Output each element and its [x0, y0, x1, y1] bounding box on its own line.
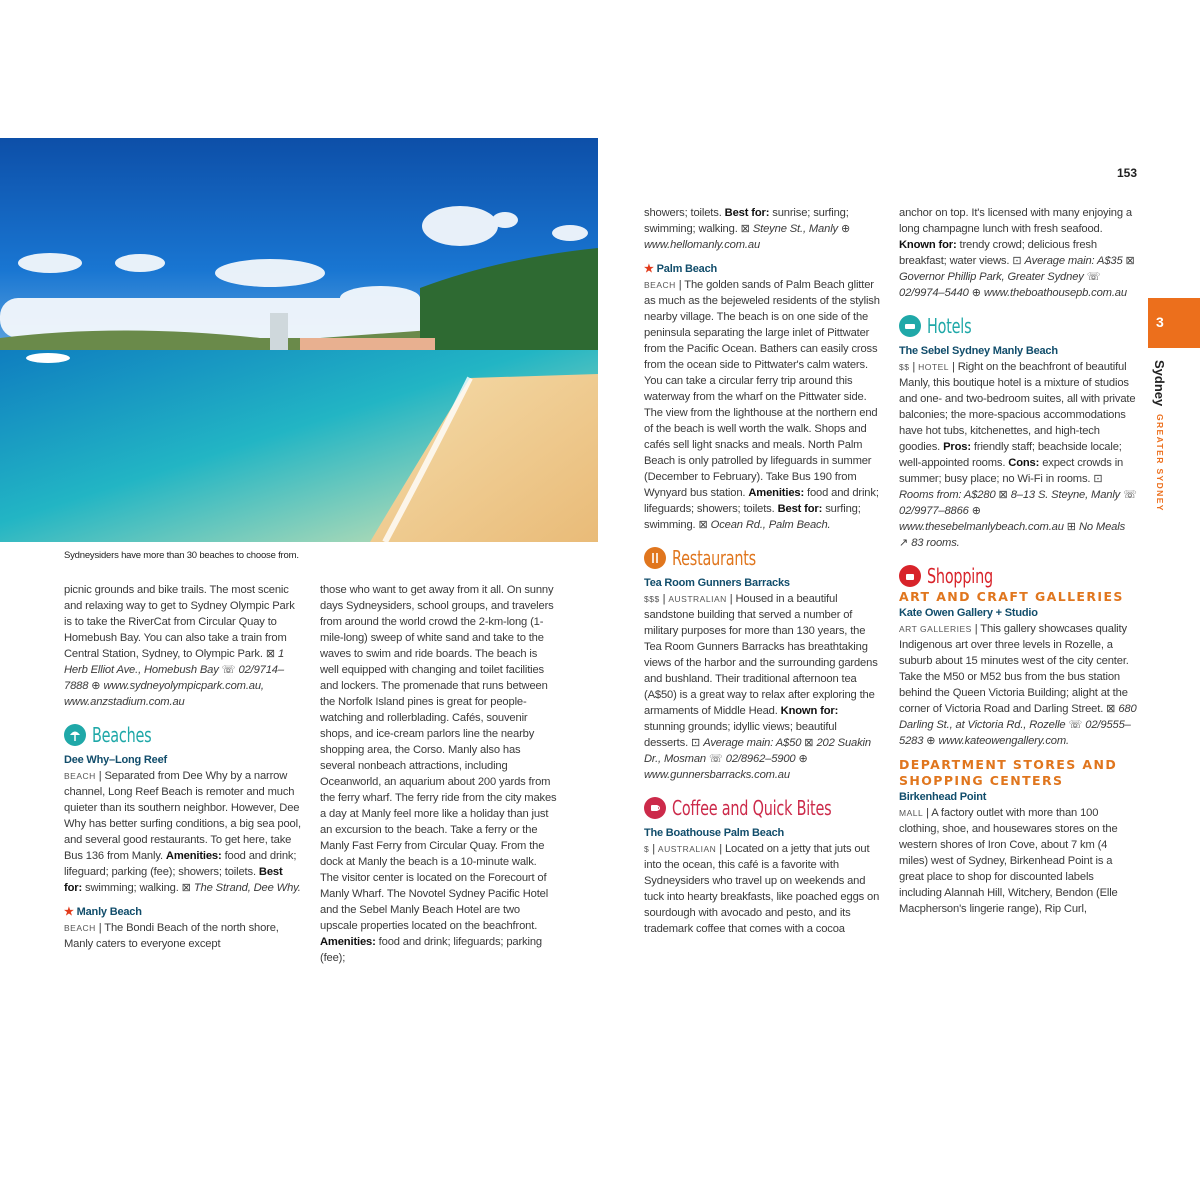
column-3 [644, 205, 882, 945]
amenities: food and drink; lifeguard; parking (fee); showers; toilets. [64, 850, 297, 878]
intro-text: picnic grounds and bike trails. The most scenic and relaxing way to get to Sydney Olympic Park is to take the RiverCat from Circular Quay to Homebush Bay. You can also take a train from Central Station, Sydney, to Olympic Park. [64, 584, 295, 660]
address: 8–13 S. Steyne, Manly [1010, 489, 1121, 501]
listing-name: Dee Why–Long Reef [64, 754, 167, 766]
best-for: surfing; swimming. [644, 503, 861, 531]
olympic-park-text [64, 582, 302, 710]
listing-text: anchor on top. It's licensed with many enjoying a long champagne lunch with fresh seafood. [899, 207, 1132, 235]
website-link[interactable]: www.hellomanly.com.au [644, 239, 761, 251]
amenities-label: Amenities: [165, 850, 222, 862]
web-icon: ⊕ [971, 287, 981, 299]
phone: 02/9977–8866 [899, 505, 969, 517]
section-restaurants [644, 547, 882, 569]
shopping-bag-icon [899, 565, 921, 587]
phone-icon: ☏ [1068, 719, 1083, 731]
room-count: 83 rooms. [911, 537, 960, 549]
meals: No Meals [1078, 521, 1126, 533]
address-icon: ⊠ [1106, 703, 1116, 715]
star-icon: ★ [644, 263, 654, 275]
section-title: Shopping [927, 564, 993, 588]
best-for-label: Best for: [724, 207, 770, 219]
listing-name-text: Palm Beach [656, 263, 718, 275]
website-link[interactable]: www.kateowengallery.com. [938, 735, 1069, 747]
web-icon: ⊕ [91, 680, 101, 692]
star-icon: ★ [64, 906, 74, 918]
website-link-2[interactable]: www.anzstadium.com.au [64, 696, 185, 708]
page-number: 153 [1117, 166, 1138, 180]
phone: 02/8962–5900 [725, 753, 796, 765]
address: 680 Darling St., at Victoria Rd., Rozelle [899, 703, 1137, 731]
average-price: Average main: A$35 [1024, 255, 1123, 267]
subsection-department-stores: DEPARTMENT STORES AND SHOPPING CENTERS [899, 757, 1118, 788]
price-icon: ⊡ [1012, 255, 1022, 267]
address: Governor Phillip Park, Greater Sydney [899, 271, 1084, 283]
rooms-from: Rooms from: A$280 [899, 489, 996, 501]
listing-type: ART GALLERIES [899, 624, 972, 634]
best-for: sunrise; surfing; swimming; walking. [644, 207, 849, 235]
price-icon: ⊡ [1093, 473, 1103, 485]
bed-icon [899, 315, 921, 337]
price-icon: ⊡ [691, 737, 701, 749]
section-shopping [899, 565, 1137, 587]
listing-type: HOTEL [918, 362, 949, 372]
listing-text: Separated from Dee Why by a narrow channel, Long Reef Beach is remoter and much quieter than its southern neighbor. However, Dee Why has better surfing conditions, a big sea pool, and several good restaurants. To get here, take Bus 136 from Manly. [64, 770, 301, 862]
web-icon: ⊕ [971, 505, 981, 517]
address: The Strand, Dee Why. [193, 882, 301, 894]
listing-text: The golden sands of Palm Beach glitter as much as the bejeweled residents of the stylish nearby village. The beach is on one side of the peninsula separating the large inlet of Pittwater from the Pacific Ocean. Bathers can easily cross from the ocean side to Pittwater's calm waters. You can take a circular ferry trip around this waterway from the wharf on the Pittwater side. The view from the lighthouse at the northern end of the beach is well worth the walk. Shops and cafés sell light snacks and meals. North Palm Beach is only patrolled by lifeguards in summer (December to February). Take Bus 190 from Wynyard bus station. [644, 279, 880, 499]
boathouse-continued [899, 205, 1137, 301]
column-4 [899, 205, 1137, 925]
photo-caption: Sydneysiders have more than 30 beaches to choose from. [64, 550, 299, 561]
address-icon: ⊠ [698, 519, 708, 531]
chapter-number: 3 [1156, 314, 1164, 330]
amenities-cont: showers; toilets. [644, 207, 722, 219]
coffee-cup-icon [644, 797, 666, 819]
web-icon: ⊕ [798, 753, 808, 765]
section-title: Beaches [92, 723, 152, 747]
web-icon: ⊕ [840, 223, 851, 235]
rooms-icon: ↗ [899, 537, 909, 549]
meals-icon: ⊞ [1066, 521, 1076, 533]
address-icon: ⊠ [998, 489, 1008, 501]
website-link[interactable]: www.gunnersbarracks.com.au [644, 769, 790, 781]
address: 202 Suakin Dr., Mosman [644, 737, 871, 765]
listing-text: This gallery showcases quality Indigenous art over three levels in Rozelle, a suburb about 15 minutes west of the city center. Take the M50 or M52 bus from the bus station behind the Queen Victoria Building; alight at the corner of Victoria Road and Darling Street. [899, 623, 1129, 715]
price-level: $$$ [644, 594, 660, 604]
listing-name [644, 261, 882, 277]
best-for: swimming; walking. [85, 882, 179, 894]
listing-palm-beach: ★ Palm Beach BEACH | The golden sands of Palm Beach glitter as much as the bejeweled residents of the stylish nearby village. The beach is on one side of the peninsula separating the large inlet of Pittwater from the Pacific Ocean. Bathers can easily cross from the ocean side to Pittwater's calm waters. You can take a circular ferry trip around this waterway from the wharf on the Pittwater side. The view from the lighthouse at the northern end of the beach is well worth the walk. Shops and cafés sell light snacks and meals. North Palm Beach is only patrolled by lifeguards in summer (December to February). Take Bus 190 from Wynyard bus station. Amenities: food and drink; lifeguards; showers; toilets. Best for: surfing; swimming. ⊠ Ocean Rd., Palm Beach. [644, 261, 882, 533]
listing-manly: ★ Manly Beach BEACH | The Bondi Beach of the north shore, Manly caters to everyone except [64, 904, 302, 952]
fork-knife-icon [644, 547, 666, 569]
best-for-label: Best for: [777, 503, 823, 515]
address-icon: ⊠ [1125, 255, 1135, 267]
phone-icon: ☏ [1123, 489, 1137, 501]
listing-text: Housed in a beautiful sandstone building that served a number of military purposes for more than 130 years, the Tea Room Gunners Barracks has breathtaking views of the harbor and the surrounding gardens and bushland. Their traditional afternoon tea (A$50) is a great way to relax after exploring the armaments of Middle Head. [644, 593, 878, 717]
web-icon: ⊕ [926, 735, 936, 747]
column-1 [64, 582, 302, 960]
listing-type: BEACH [64, 923, 96, 933]
section-title: Restaurants [672, 546, 756, 570]
address-icon: ⊠ [181, 882, 191, 894]
listing-type: BEACH [644, 280, 676, 290]
beach-umbrella-icon [64, 724, 86, 746]
amenities: food and drink; lifeguards; showers; toilets. [644, 487, 879, 515]
cons-label: Cons: [1008, 457, 1040, 469]
listing-name: Birkenhead Point [899, 791, 987, 803]
listing-type: MALL [899, 808, 924, 818]
known-for: trendy crowd; delicious fresh breakfast; water views. [899, 239, 1097, 267]
cons: expect crowds in summer; busy place; no Wi-Fi in rooms. [899, 457, 1124, 485]
listing-name-text: Manly Beach [76, 906, 142, 918]
address: Ocean Rd., Palm Beach. [710, 519, 831, 531]
listing-type: AUSTRALIAN [668, 594, 727, 604]
section-title: Coffee and Quick Bites [672, 796, 832, 820]
pros: friendly staff; beachside locale; well-appointed rooms. [899, 441, 1122, 469]
amenities: food and drink; lifeguards; parking (fee); [320, 936, 542, 964]
listing-name: The Sebel Sydney Manly Beach [899, 345, 1058, 357]
listing-text: The Bondi Beach of the north shore, Manly caters to everyone except [64, 922, 279, 950]
listing-text: A factory outlet with more than 100 clothing, shoe, and housewares stores on the western shores of Iron Cove, about 7 km (4 miles) west of Sydney, Birkenhead Point is a great place to shop for discounted labels including Alannah Hill, Witchery, Bendon (Elle Macpherson's lingerie range), Rip Curl, [899, 807, 1118, 915]
listing-boathouse: The Boathouse Palm Beach $ | AUSTRALIAN | Located on a jetty that juts out into the ocean, this café is a favorite with Sydneysiders who travel up on weekends and tuck into hearty breakfasts, like poached eggs on sourdough with avocado and pesto, and its trademark coffee that comes with a cocoa [644, 825, 882, 937]
website-link[interactable]: www.theboathousepb.com.au [983, 287, 1127, 299]
phone-icon: ☏ [708, 753, 723, 765]
listing-name: The Boathouse Palm Beach [644, 827, 785, 839]
phone: 02/9714–7888 [64, 664, 284, 692]
beach-photo [0, 138, 598, 542]
section-beaches [64, 724, 302, 746]
amenities-label: Amenities: [748, 487, 805, 499]
address-icon: ⊠ [740, 223, 750, 235]
known-for-label: Known for: [899, 239, 957, 251]
listing-text: Located on a jetty that juts out into the ocean, this café is a favorite with Sydneysiders who travel up on weekends and tuck into hearty breakfasts, like poached eggs on sourdough with avocado and pesto, and its trademark coffee that comes with a cocoa [644, 843, 880, 935]
listing-name [64, 904, 302, 920]
section-coffee [644, 797, 882, 819]
website-link[interactable]: www.thesebelmanlybeach.com.au [899, 521, 1064, 533]
address: 1 Herb Elliot Ave., Homebush Bay [64, 648, 285, 676]
section-title: Hotels [927, 314, 972, 338]
listing-text: those who want to get away from it all. On sunny days Sydneysiders, school groups, and travelers from around the world crowd the 2-km-long (1-mile-long) sweep of white sand and take to the waves to swim and ride boards. The beach is well equipped with changing and toilet facilities and lockers. The promenade that runs between the Norfolk Island pines is great for people-watching and rollerblading. Cafés, souvenir shops, and ice-cream parlors line the nearby shopping area, the Corso. Manly also has several nonbeach attractions, including Oceanworld, an aquarium about 200 yards from the ferry wharf. The ferry ride from the city makes a day at Manly feel more like a holiday than just an excursion to the beach. Take a ferry or the Manly Fast Ferry from Circular Quay. From the dock at Manly the beach is a 10-minute walk. The visitor center is located on the Forecourt of Manly Wharf. The Novotel Sydney Pacific Hotel and the Sebel Manly Beach Hotel are two upscale properties located on the beachfront. [320, 584, 557, 932]
listing-type: AUSTRALIAN [657, 844, 717, 854]
manly-text-end [644, 205, 882, 253]
phone-icon: ☏ [1086, 271, 1101, 283]
listing-sebel: The Sebel Sydney Manly Beach $$ | HOTEL | Right on the beachfront of beautiful Manly, this boutique hotel is a mixture of studios and one- and two-bedroom suites, all with private balconies; the more-spacious accommodations have hot tubs, kitchenettes, and high-tech goodies. Pros: friendly staff; beachside locale; well-appointed rooms. Cons: expect crowds in summer; busy place; no Wi-Fi in rooms. ⊡ Rooms from: A$280 ⊠ 8–13 S. Steyne, Manly ☏ 02/9977–8866 ⊕ www.thesebelmanlybeach.com.au ⊞ No Meals ↗ 83 rooms. [899, 345, 1137, 549]
phone-icon: ☏ [221, 664, 236, 676]
price-level: $$ [899, 362, 910, 372]
price-level: $ [644, 844, 650, 854]
listing-dee-why: Dee Why–Long Reef BEACH | Separated from Dee Why by a narrow channel, Long Reef Beach is remoter and much quieter than its southern neighbor. However, Dee Why has better surfing conditions, a big sea pool, and several good restaurants. To get here, take Bus 136 from Manly. Amenities: food and drink; lifeguard; parking (fee); showers; toilets. Best for: swimming; walking. ⊠ The Strand, Dee Why. [64, 754, 301, 894]
website-link[interactable]: www.sydneyolympicpark.com.au, [103, 680, 264, 692]
listing-tea-room: Tea Room Gunners Barracks $$$ | AUSTRALIAN | Housed in a beautiful sandstone building that served a number of military purposes for more than 130 years, the Tea Room Gunners Barracks has breathtaking views of the harbor and the surrounding gardens and bushland. Their traditional afternoon tea (A$50) is a great way to relax after exploring the armaments of Middle Head. Known for: stunning grounds; idyllic views; beautiful desserts. ⊡ Average main: A$50 ⊠ 202 Suakin Dr., Mosman ☏ 02/8962–5900 ⊕ www.gunnersbarracks.com.au [644, 575, 882, 783]
average-price: Average main: A$50 [703, 737, 802, 749]
amenities-label: Amenities: [320, 936, 376, 948]
best-for-label: Best for: [64, 866, 283, 894]
known-for: stunning grounds; idyllic views; beautiful desserts. [644, 721, 837, 749]
phone: 02/9555–5283 [899, 719, 1131, 747]
section-hotels [899, 315, 1137, 337]
address-icon: ⊠ [804, 737, 814, 749]
listing-birkenhead: Birkenhead Point MALL | A factory outlet with more than 100 clothing, shoe, and housewares stores on the western shores of Iron Cove, about 7 km (4 miles) west of Sydney, Birkenhead Point is a great place to shop for discounted labels including Alannah Hill, Witchery, Bendon (Elle Macpherson's lingerie range), Rip Curl, [899, 789, 1137, 917]
chapter-section: GREATER SYDNEY [1155, 414, 1165, 512]
phone: 02/9974–5440 [899, 287, 969, 299]
listing-text: Right on the beachfront of beautiful Manly, this boutique hotel is a mixture of studios and one- and two-bedroom suites, all with private balconies; the more-spacious accommodations have hot tubs, kitchenettes, and high-tech goodies. [899, 361, 1136, 453]
column-2 [320, 582, 558, 974]
listing-name: Kate Owen Gallery + Studio [899, 607, 1038, 619]
listing-type: BEACH [64, 771, 96, 781]
pros-label: Pros: [943, 441, 971, 453]
listing-name: Tea Room Gunners Barracks [644, 577, 790, 589]
listing-kate-owen: Kate Owen Gallery + Studio ART GALLERIES | This gallery showcases quality Indigenous art over three levels in Rozelle, a suburb about 15 minutes west of the city center. Take the M50 or M52 bus from the bus station behind the Queen Victoria Building; alight at the corner of Victoria Road and Darling Street. ⊠ 680 Darling St., at Victoria Rd., Rozelle ☏ 02/9555–5283 ⊕ www.kateowengallery.com. [899, 607, 1137, 747]
manly-text-continued [320, 582, 558, 966]
address: Steyne St., Manly [752, 223, 838, 235]
known-for-label: Known for: [780, 705, 839, 717]
subsection-art-galleries: ART AND CRAFT GALLERIES [899, 589, 1124, 604]
chapter-title: Sydney [1152, 360, 1167, 407]
address-icon: ⊠ [265, 648, 276, 660]
chapter-tab [1148, 298, 1200, 348]
